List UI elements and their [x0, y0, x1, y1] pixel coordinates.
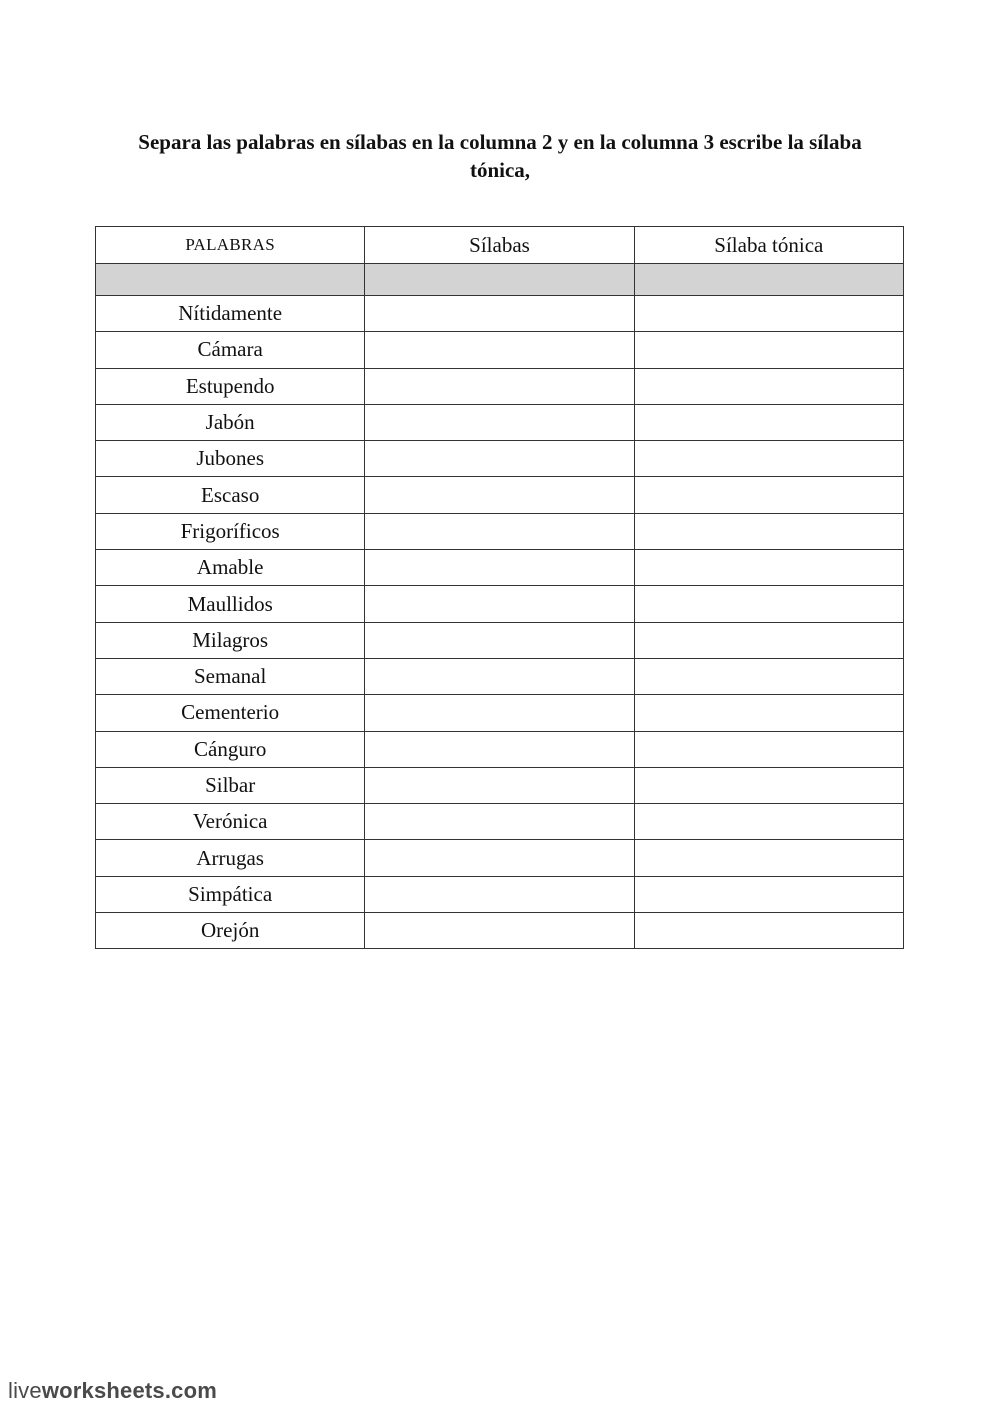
- word-cell: Escaso: [96, 477, 365, 513]
- syllables-answer-cell[interactable]: [365, 477, 634, 513]
- tonic-syllable-answer-cell[interactable]: [634, 296, 903, 332]
- tonic-syllable-answer-cell[interactable]: [634, 586, 903, 622]
- word-cell: Cementerio: [96, 695, 365, 731]
- table-row: [96, 695, 904, 731]
- header-silaba-tonica: Sílaba tónica: [634, 227, 903, 264]
- tonic-syllable-answer-cell[interactable]: [634, 441, 903, 477]
- syllables-answer-cell[interactable]: [365, 586, 634, 622]
- shaded-cell: [365, 264, 634, 296]
- word-cell: Amable: [96, 550, 365, 586]
- shaded-cell: [96, 264, 365, 296]
- syllables-answer-cell[interactable]: [365, 332, 634, 368]
- table-row: [96, 441, 904, 477]
- tonic-syllable-answer-cell[interactable]: [634, 404, 903, 440]
- liveworksheets-logo: [8, 1378, 217, 1404]
- word-cell: Cánguro: [96, 731, 365, 767]
- word-cell: Verónica: [96, 804, 365, 840]
- table-row: [96, 840, 904, 876]
- word-cell: Jabón: [96, 404, 365, 440]
- tonic-syllable-answer-cell[interactable]: [634, 840, 903, 876]
- syllables-answer-cell[interactable]: [365, 695, 634, 731]
- table-row: [96, 767, 904, 803]
- word-cell: Estupendo: [96, 368, 365, 404]
- shaded-row: [96, 264, 904, 296]
- word-cell: Nítidamente: [96, 296, 365, 332]
- table-row: [96, 804, 904, 840]
- syllables-answer-cell[interactable]: [365, 404, 634, 440]
- tonic-syllable-answer-cell[interactable]: [634, 767, 903, 803]
- word-cell: Silbar: [96, 767, 365, 803]
- syllables-answer-cell[interactable]: [365, 804, 634, 840]
- tonic-syllable-answer-cell[interactable]: [634, 332, 903, 368]
- shaded-cell: [634, 264, 903, 296]
- brand-text-light: live: [8, 1378, 42, 1403]
- tonic-syllable-answer-cell[interactable]: [634, 695, 903, 731]
- brand-text-bold: worksheets.com: [41, 1378, 218, 1403]
- instructions-title: Separa las palabras en sílabas en la columna 2 y en la columna 3 escribe la sílaba tónica,: [138, 130, 862, 182]
- word-cell: Arrugas: [96, 840, 365, 876]
- table-row: [96, 477, 904, 513]
- table-row: [96, 513, 904, 549]
- table-row: [96, 550, 904, 586]
- word-cell: Cámara: [96, 332, 365, 368]
- table-row: [96, 731, 904, 767]
- syllables-answer-cell[interactable]: [365, 622, 634, 658]
- tonic-syllable-answer-cell[interactable]: [634, 804, 903, 840]
- syllables-answer-cell[interactable]: [365, 840, 634, 876]
- word-cell: Maullidos: [96, 586, 365, 622]
- syllables-answer-cell[interactable]: [365, 441, 634, 477]
- tonic-syllable-answer-cell[interactable]: [634, 622, 903, 658]
- word-cell: Jubones: [96, 441, 365, 477]
- tonic-syllable-answer-cell[interactable]: [634, 477, 903, 513]
- tonic-syllable-answer-cell[interactable]: [634, 368, 903, 404]
- syllables-answer-cell[interactable]: [365, 876, 634, 912]
- word-cell: Milagros: [96, 622, 365, 658]
- tonic-syllable-answer-cell[interactable]: [634, 731, 903, 767]
- table-row: [96, 913, 904, 949]
- syllables-answer-cell[interactable]: [365, 913, 634, 949]
- word-cell: Simpática: [96, 876, 365, 912]
- tonic-syllable-answer-cell[interactable]: [634, 550, 903, 586]
- tonic-syllable-answer-cell[interactable]: [634, 913, 903, 949]
- syllables-answer-cell[interactable]: [365, 550, 634, 586]
- syllable-table: [95, 226, 904, 949]
- syllables-answer-cell[interactable]: [365, 731, 634, 767]
- tonic-syllable-answer-cell[interactable]: [634, 513, 903, 549]
- word-cell: Semanal: [96, 658, 365, 694]
- header-silabas: Sílabas: [365, 227, 634, 264]
- table-header-row: [96, 227, 904, 264]
- table-row: [96, 876, 904, 912]
- syllables-answer-cell[interactable]: [365, 513, 634, 549]
- syllables-answer-cell[interactable]: [365, 368, 634, 404]
- table-row: [96, 622, 904, 658]
- table-row: [96, 296, 904, 332]
- word-cell: Frigoríficos: [96, 513, 365, 549]
- table-row: [96, 586, 904, 622]
- header-palabras: PALABRAS: [96, 227, 365, 264]
- table-row: [96, 332, 904, 368]
- syllables-answer-cell[interactable]: [365, 767, 634, 803]
- tonic-syllable-answer-cell[interactable]: [634, 876, 903, 912]
- table-row: [96, 404, 904, 440]
- tonic-syllable-answer-cell[interactable]: [634, 658, 903, 694]
- word-cell: Orejón: [96, 913, 365, 949]
- table-row: [96, 658, 904, 694]
- syllables-answer-cell[interactable]: [365, 296, 634, 332]
- syllables-answer-cell[interactable]: [365, 658, 634, 694]
- table-row: [96, 368, 904, 404]
